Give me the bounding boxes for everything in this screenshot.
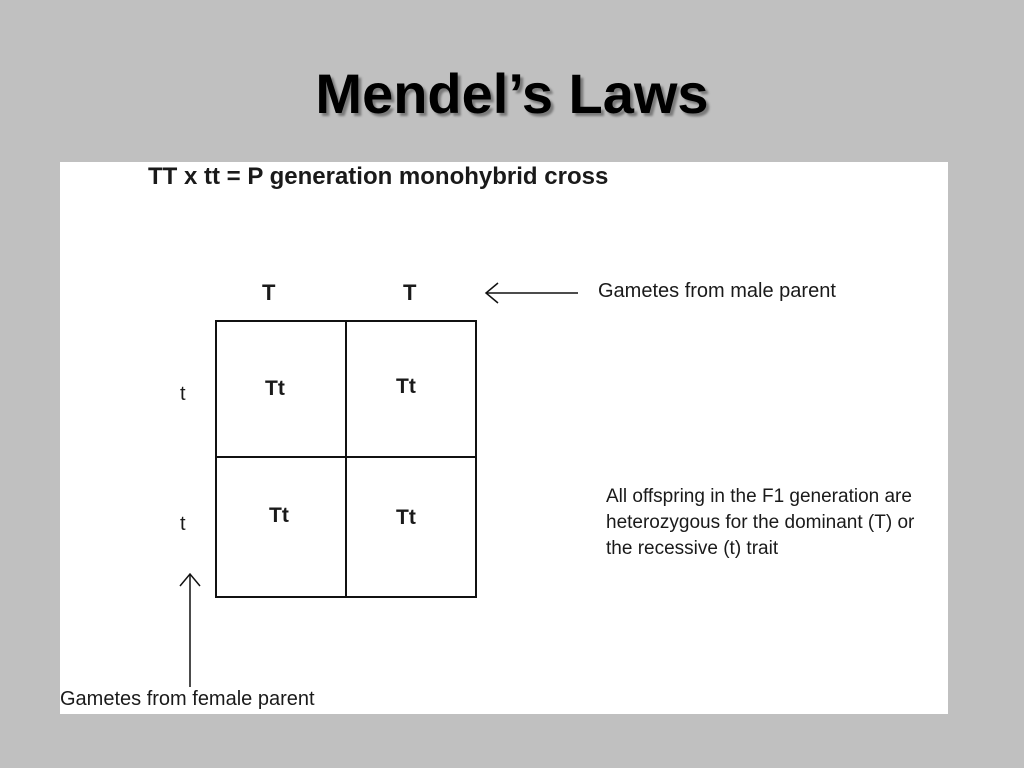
f1-explanation-note — [606, 484, 951, 562]
female-gamete-1: t — [180, 383, 186, 405]
punnett-cell-2-2: Tt — [396, 506, 416, 529]
punnett-cell-1-1: Tt — [265, 377, 285, 400]
cross-title: TT x tt = P generation monohybrid cross — [148, 163, 609, 190]
male-gametes-label: Gametes from male parent — [598, 280, 836, 302]
female-gametes-label: Gametes from female parent — [60, 688, 315, 710]
male-gamete-1: T — [262, 280, 276, 305]
note-line-2: heterozygous for the dominant (T) or — [606, 512, 915, 533]
male-gamete-2: T — [403, 280, 417, 305]
female-gamete-2: t — [180, 513, 186, 535]
note-line-1: All offspring in the F1 generation are — [606, 486, 912, 507]
note-line-3: the recessive (t) trait — [606, 538, 779, 559]
slide-title: Mendel’s Laws — [315, 62, 709, 125]
punnett-cell-2-1: Tt — [269, 504, 289, 527]
punnett-cell-1-2: Tt — [396, 375, 416, 398]
punnett-grid-and-arrows — [60, 162, 948, 714]
punnett-diagram-panel — [60, 162, 948, 714]
